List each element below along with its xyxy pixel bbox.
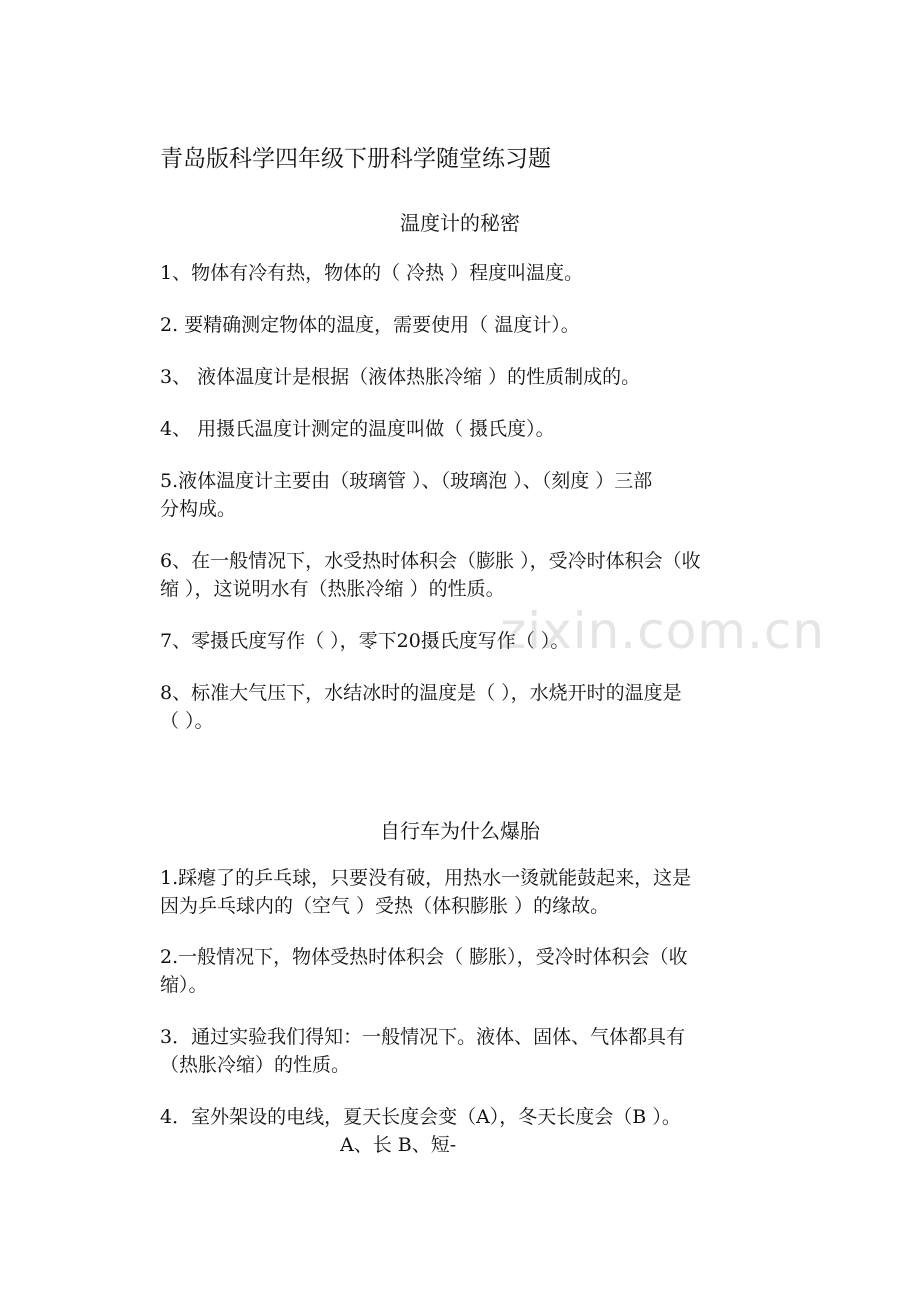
question-line: 3、 液体温度计是根据（液体热胀冷缩 ）的性质制成的。 (160, 366, 641, 388)
question-line: 分构成。 (160, 498, 237, 520)
question-line: 7、零摄氏度写作（ ），零下20摄氏度写作（ ）。 (160, 630, 570, 652)
question-1-2 (160, 311, 772, 339)
question-line: 因为乒乓球内的（空气 ）受热（体积膨胀 ）的缘故。 (160, 895, 610, 917)
question-line: 5.液体温度计主要由（玻璃管 ）、（玻璃泡 ）、（刻度 ）三部 (160, 470, 653, 492)
question-1-6 (160, 547, 772, 603)
question-line: 2.一般情况下，物体受热时体积会（ 膨胀），受冷时体积会（收 (160, 946, 688, 968)
question-line: 缩 ），这说明水有（热胀冷缩 ）的性质。 (160, 578, 505, 600)
question-1-1 (160, 259, 772, 287)
question-line: 6、在一般情况下，水受热时体积会（膨胀 ），受冷时体积会（收 (160, 550, 701, 572)
question-line: 3．通过实验我们得知：一般情况下。液体、固体、气体都具有 (160, 1026, 686, 1048)
question-2-2 (160, 943, 772, 999)
question-1-7 (160, 627, 772, 655)
question-line: 4、 用摄氏温度计测定的温度叫做（ 摄氏度）。 (160, 418, 555, 440)
question-line: （ ）。 (160, 710, 214, 732)
question-line: 4．室外架设的电线，夏天长度会变（A），冬天长度会（B ）。 (160, 1106, 681, 1128)
question-1-3 (160, 363, 772, 391)
watermark: zixin.com.cn (500, 602, 826, 660)
section-title-bicycle: 自行车为什么爆胎 (380, 819, 540, 843)
section-title-thermometer: 温度计的秘密 (400, 211, 520, 235)
question-line: 2. 要精确测定物体的温度，需要使用（ 温度计）。 (160, 314, 580, 336)
question-line: （热胀冷缩）的性质。 (160, 1054, 351, 1076)
answer-options: A、长 B、短- (340, 1134, 457, 1156)
question-2-1 (160, 864, 772, 920)
document-title: 青岛版科学四年级下册科学随堂练习题 (160, 146, 551, 172)
question-line: 缩）。 (160, 974, 208, 996)
question-2-3 (160, 1023, 772, 1079)
question-line: 1.踩瘪了的乒乓球，只要没有破，用热水一烫就能鼓起来，这是 (160, 867, 692, 889)
question-1-4 (160, 415, 772, 443)
question-1-8 (160, 679, 772, 735)
question-line: 1、物体有冷有热，物体的（ 冷热 ）程度叫温度。 (160, 262, 584, 284)
question-line: 8、标准大气压下，水结冰时的温度是（ ），水烧开时的温度是 (160, 682, 682, 704)
question-1-5 (160, 467, 772, 523)
question-2-4 (160, 1103, 772, 1131)
